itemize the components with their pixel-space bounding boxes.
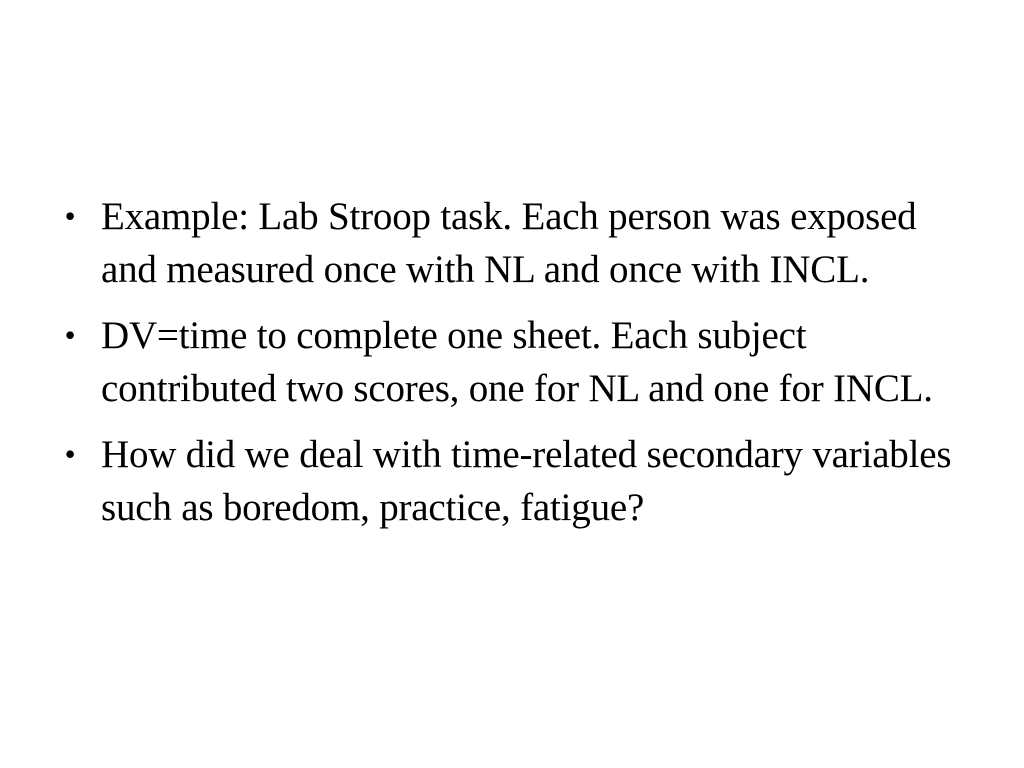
bullet-icon: • (64, 317, 76, 353)
bullet-icon: • (64, 436, 76, 472)
bullet-item (60, 428, 970, 534)
bullet-icon: • (64, 198, 76, 234)
bullet-text: Example: Lab Stroop task. Each person was exposed and measured once with NL and once with INCL. (101, 195, 917, 291)
bullet-item (60, 309, 970, 415)
bullet-list (60, 190, 970, 547)
bullet-text: DV=time to complete one sheet. Each subject contributed two scores, one for NL and one for INCL. (101, 314, 933, 410)
bullet-item (60, 190, 970, 296)
bullet-text: How did we deal with time-related secondary variables such as boredom, practice, fatigue? (101, 433, 952, 529)
